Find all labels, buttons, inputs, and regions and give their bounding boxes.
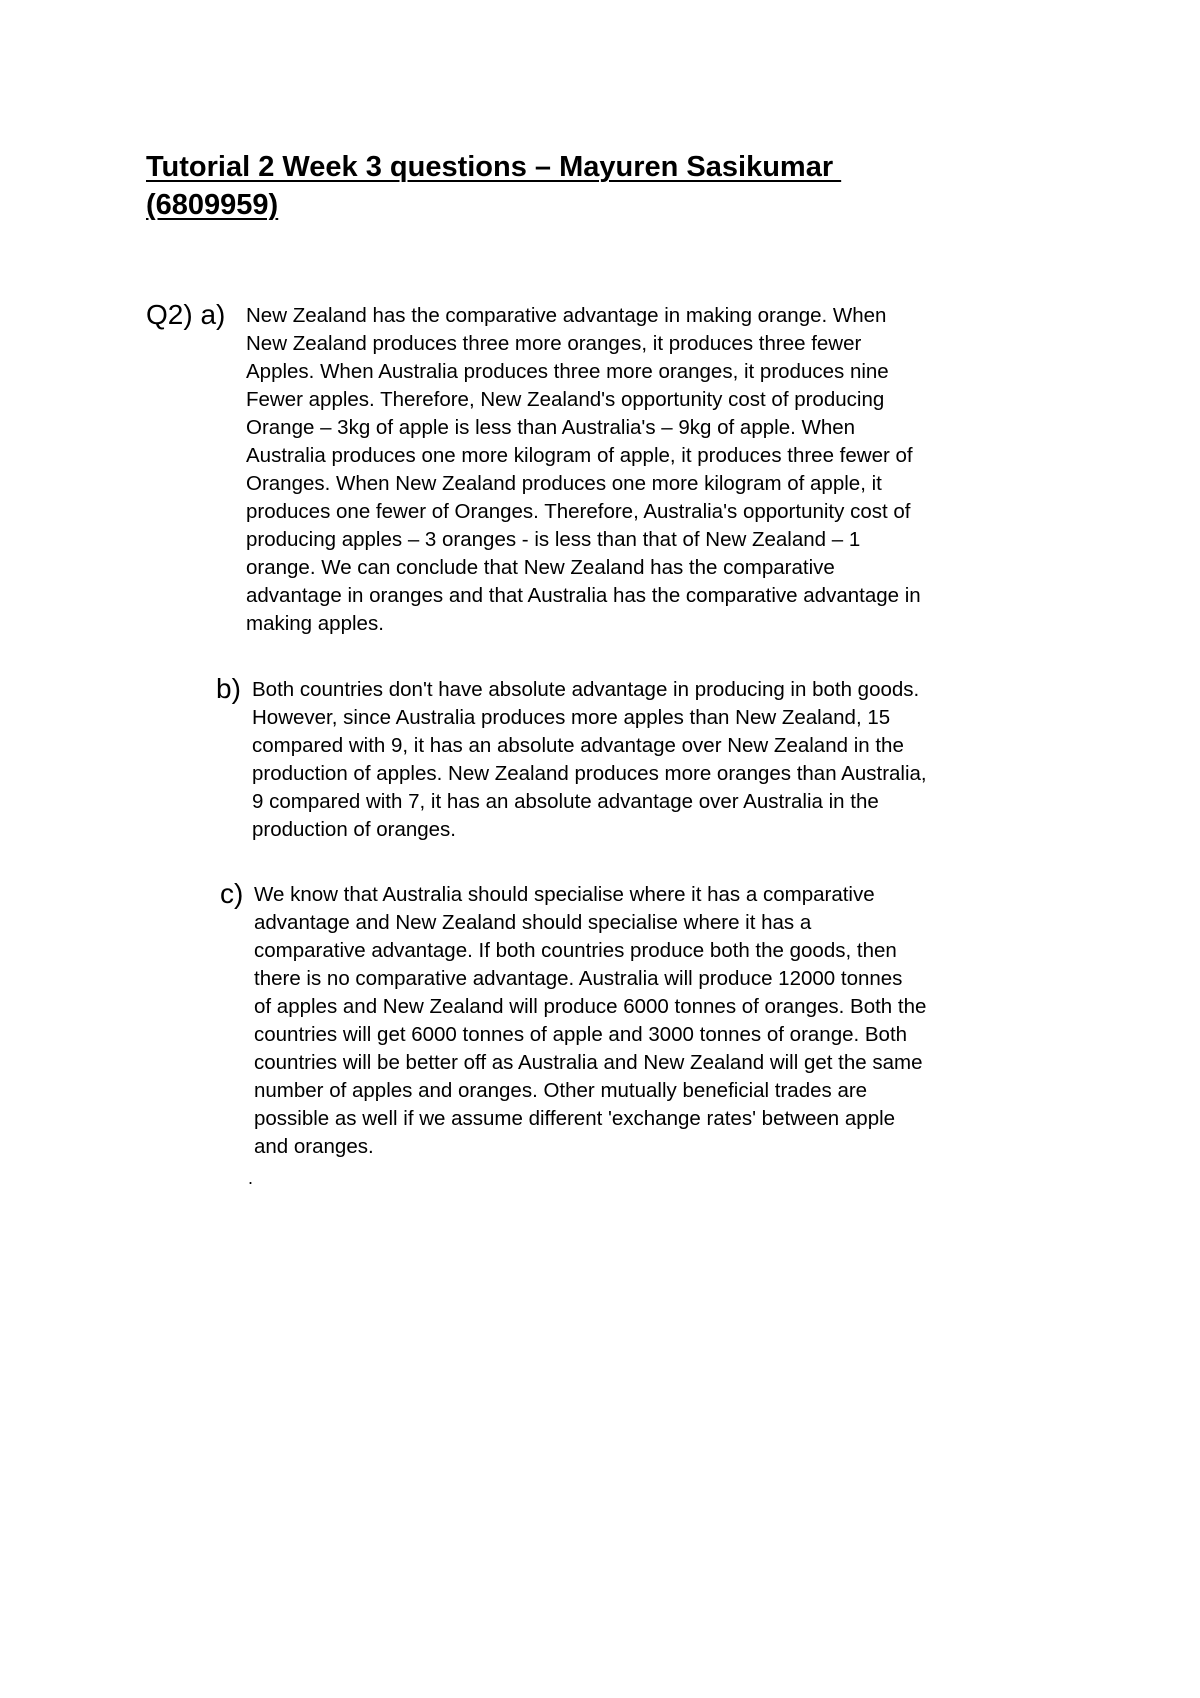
answer-line: making apples. (246, 612, 384, 635)
answer-line: We know that Australia should specialise where it has a comparative (254, 883, 875, 906)
answer-line: orange. We can conclude that New Zealand has the comparative (246, 556, 835, 579)
answer-line: comparative advantage. If both countries produce both the goods, then (254, 939, 897, 962)
answer-line: Fewer apples. Therefore, New Zealand's opportunity cost of producing (246, 388, 885, 411)
question-a-label: Q2) a) (146, 299, 226, 330)
answer-line: Orange – 3kg of apple is less than Australia's – 9kg of apple. When (246, 416, 856, 439)
answer-line: compared with 9, it has an absolute advantage over New Zealand in the (252, 734, 904, 757)
answer-line: Australia produces one more kilogram of apple, it produces three fewer of (246, 444, 913, 467)
question-a-answer (246, 302, 1076, 638)
answer-line: possible as well if we assume different 'exchange rates' between apple (254, 1107, 896, 1130)
answer-line: Both countries don't have absolute advantage in producing in both goods. (252, 678, 920, 701)
answer-line: production of apples. New Zealand produces more oranges than Australia, (252, 762, 927, 785)
question-b-answer (252, 676, 1082, 844)
document-title (146, 148, 966, 224)
answer-line: production of oranges. (252, 818, 456, 841)
question-c-label: c) (220, 878, 244, 909)
answer-line: of apples and New Zealand will produce 6000 tonnes of oranges. Both the (254, 995, 927, 1018)
answer-line: number of apples and oranges. Other mutually beneficial trades are (254, 1079, 868, 1102)
answer-line: Oranges. When New Zealand produces one more kilogram of apple, it (246, 472, 882, 495)
question-b-label: b) (216, 673, 241, 704)
answer-line: Apples. When Australia produces three more oranges, it produces nine (246, 360, 889, 383)
trailing-period: . (248, 1168, 254, 1188)
answer-line: producing apples – 3 oranges - is less than that of New Zealand – 1 (246, 528, 861, 551)
answer-line: New Zealand produces three more oranges, it produces three fewer (246, 332, 862, 355)
answer-line: New Zealand has the comparative advantage in making orange. When (246, 304, 887, 327)
answer-line: advantage in oranges and that Australia has the comparative advantage in (246, 584, 921, 607)
answer-line: countries will be better off as Australia and New Zealand will get the same (254, 1051, 923, 1074)
answer-line: there is no comparative advantage. Australia will produce 12000 tonnes (254, 967, 903, 990)
title-line-1: Tutorial 2 Week 3 questions – Mayuren Sasikumar (146, 151, 842, 183)
answer-line: countries will get 6000 tonnes of apple and 3000 tonnes of orange. Both (254, 1023, 908, 1046)
answer-line: and oranges. (254, 1135, 374, 1158)
question-c-answer (254, 881, 1084, 1161)
answer-line: produces one fewer of Oranges. Therefore, Australia's opportunity cost of (246, 500, 911, 523)
answer-line: 9 compared with 7, it has an absolute advantage over Australia in the (252, 790, 879, 813)
title-line-2: (6809959) (146, 189, 279, 221)
answer-line: advantage and New Zealand should specialise where it has a (254, 911, 812, 934)
answer-line: However, since Australia produces more apples than New Zealand, 15 (252, 706, 891, 729)
